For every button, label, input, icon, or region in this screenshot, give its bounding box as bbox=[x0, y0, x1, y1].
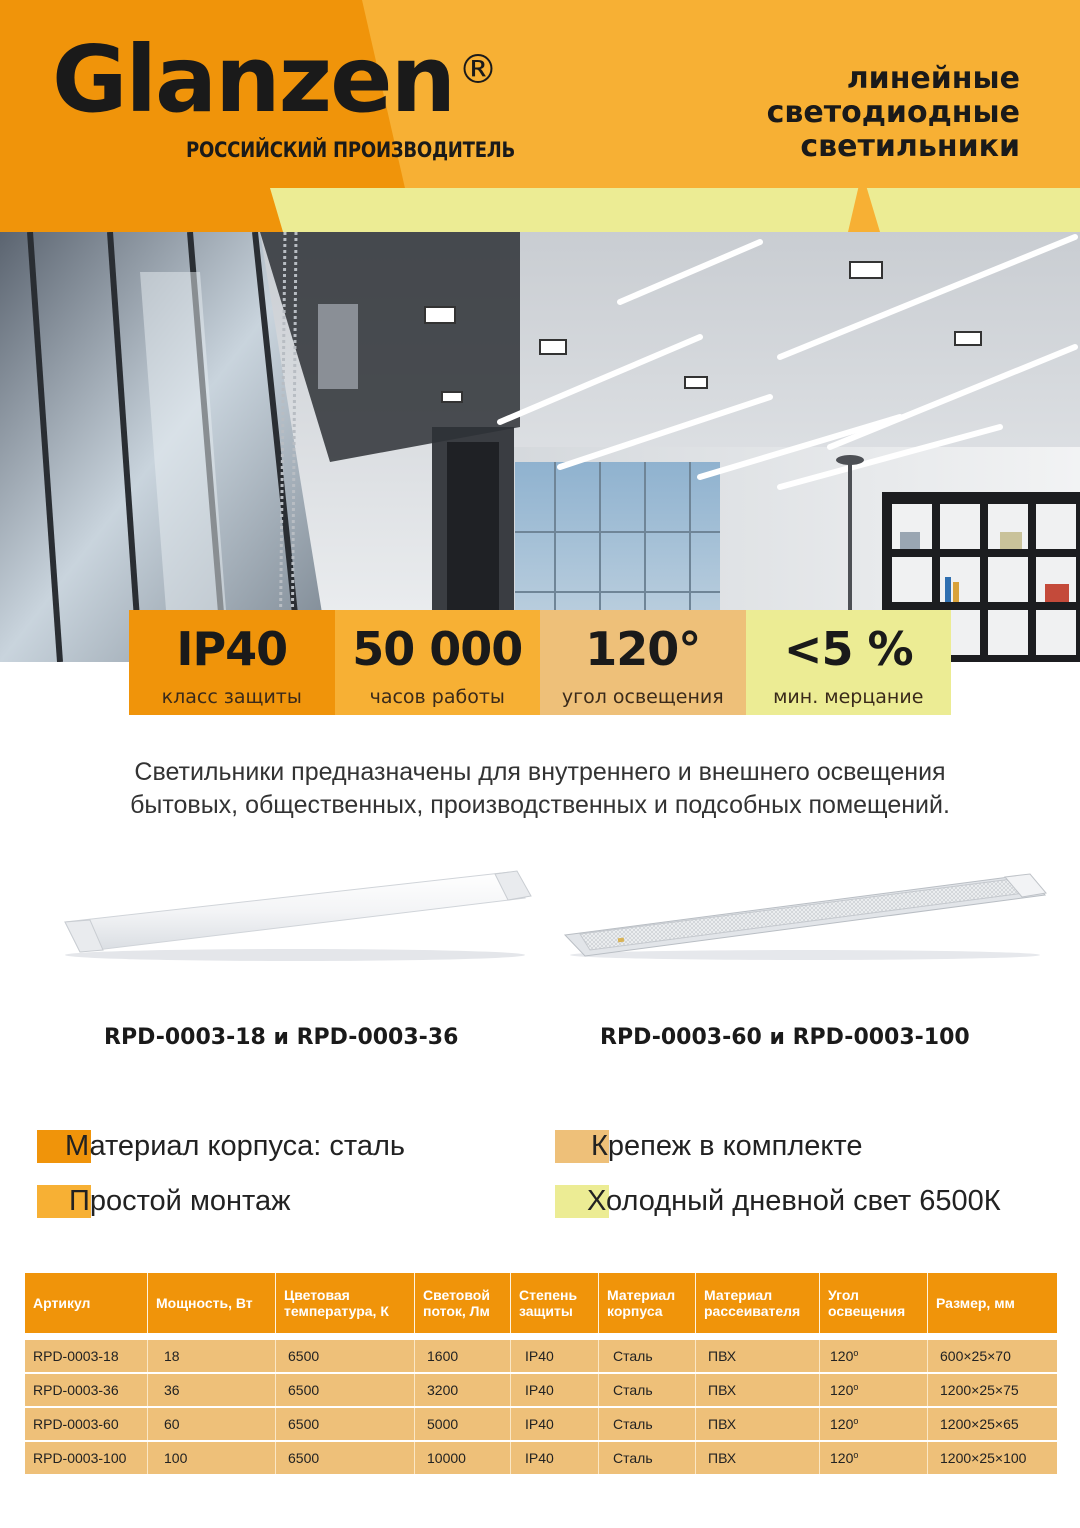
cell-body: Сталь bbox=[599, 1408, 696, 1440]
stat-label: часов работы bbox=[369, 686, 505, 708]
cell-diffuser: ПВХ bbox=[696, 1340, 820, 1372]
office-photo bbox=[0, 232, 1080, 662]
col-color-temp: Цветовая температура, К bbox=[276, 1273, 415, 1333]
cell-power: 100 bbox=[148, 1442, 276, 1474]
cell-temp: 6500 bbox=[276, 1408, 415, 1440]
stat-label: класс защиты bbox=[161, 686, 302, 708]
cell-diffuser: ПВХ bbox=[696, 1408, 820, 1440]
description-line-2: бытовых, общественных, производственных и подсобных помещений. bbox=[130, 791, 950, 819]
col-protection: Степень защиты bbox=[511, 1273, 599, 1333]
bullet-text: Материал корпуса: сталь bbox=[65, 1130, 405, 1162]
col-body-material: Материал корпуса bbox=[599, 1273, 696, 1333]
bullet-text: Холодный дневной свет 6500К bbox=[587, 1185, 1001, 1217]
cell-temp: 6500 bbox=[276, 1374, 415, 1406]
stat-angle bbox=[540, 610, 746, 715]
cell-angle bbox=[820, 1340, 928, 1372]
spec-table bbox=[25, 1273, 1057, 1476]
angle-degree: o bbox=[853, 1348, 859, 1358]
angle-value: 120 bbox=[830, 1416, 854, 1432]
bullet-text: Крепеж в комплекте bbox=[591, 1130, 863, 1162]
angle-degree: o bbox=[853, 1382, 859, 1392]
bullet-text: Простой монтаж bbox=[69, 1185, 291, 1217]
cell-flux: 10000 bbox=[415, 1442, 511, 1474]
table-header-row bbox=[25, 1273, 1057, 1333]
cell-flux: 1600 bbox=[415, 1340, 511, 1372]
cell-angle bbox=[820, 1374, 928, 1406]
title-line-3: светильники bbox=[800, 129, 1020, 164]
col-flux: Световой поток, Лм bbox=[415, 1273, 511, 1333]
cell-body: Сталь bbox=[599, 1340, 696, 1372]
product-name-rpd-60-100: RPD-0003-60 и RPD-0003-100 bbox=[600, 1025, 970, 1050]
cell-ip: IP40 bbox=[511, 1340, 599, 1372]
stat-value: <5 % bbox=[783, 622, 913, 676]
description-line-1: Светильники предназначены для внутреннего и внешнего освещения bbox=[134, 758, 946, 786]
cell-article: RPD-0003-18 bbox=[25, 1340, 148, 1372]
stat-value: IP40 bbox=[176, 622, 288, 676]
table-row bbox=[25, 1374, 1057, 1406]
product-image-rpd-18-36 bbox=[55, 860, 535, 970]
brand-tagline: РОССИЙСКИЙ ПРОИЗВОДИТЕЛЬ bbox=[186, 138, 516, 162]
angle-degree: o bbox=[853, 1416, 859, 1426]
cell-ip: IP40 bbox=[511, 1374, 599, 1406]
cell-power: 60 bbox=[148, 1408, 276, 1440]
title-line-2: светодиодные bbox=[766, 95, 1020, 130]
cell-body: Сталь bbox=[599, 1374, 696, 1406]
title-line-1: линейные bbox=[846, 61, 1020, 96]
cell-power: 18 bbox=[148, 1340, 276, 1372]
col-power: Мощность, Вт bbox=[148, 1273, 276, 1333]
table-row bbox=[25, 1340, 1057, 1372]
header-banner bbox=[0, 0, 1080, 232]
brand-logo: Glanzen bbox=[52, 26, 455, 133]
stat-value: 50 000 bbox=[352, 622, 523, 676]
cell-ip: IP40 bbox=[511, 1442, 599, 1474]
col-diffuser-material: Материал рассеивателя bbox=[696, 1273, 820, 1333]
cell-size: 1200×25×100 bbox=[940, 1450, 1027, 1466]
angle-degree: o bbox=[853, 1450, 859, 1460]
cell-temp: 6500 bbox=[276, 1340, 415, 1372]
col-angle: Угол освещения bbox=[820, 1273, 928, 1333]
page-title bbox=[767, 62, 1020, 164]
description bbox=[0, 756, 1080, 822]
col-article: Артикул bbox=[25, 1273, 148, 1333]
angle-value: 120 bbox=[830, 1450, 854, 1466]
cell-flux: 5000 bbox=[415, 1408, 511, 1440]
col-size: Размер, мм bbox=[936, 1295, 1015, 1311]
stat-lifetime bbox=[335, 610, 541, 715]
stat-label: мин. мерцание bbox=[773, 686, 924, 708]
cell-ip: IP40 bbox=[511, 1408, 599, 1440]
cell-flux: 3200 bbox=[415, 1374, 511, 1406]
stat-value: 120° bbox=[585, 622, 701, 676]
cell-size: 600×25×70 bbox=[940, 1348, 1011, 1364]
angle-value: 120 bbox=[830, 1382, 854, 1398]
table-row bbox=[25, 1442, 1057, 1474]
cell-article: RPD-0003-60 bbox=[25, 1408, 148, 1440]
table-row bbox=[25, 1408, 1057, 1440]
cell-size: 1200×25×75 bbox=[940, 1382, 1019, 1398]
cell-angle bbox=[820, 1408, 928, 1440]
angle-value: 120 bbox=[830, 1348, 854, 1364]
stat-protection bbox=[129, 610, 335, 715]
product-name-rpd-18-36: RPD-0003-18 и RPD-0003-36 bbox=[104, 1025, 459, 1050]
feature-stats bbox=[129, 610, 951, 715]
cell-angle bbox=[820, 1442, 928, 1474]
cell-article: RPD-0003-36 bbox=[25, 1374, 148, 1406]
cell-body: Сталь bbox=[599, 1442, 696, 1474]
registered-mark: ® bbox=[458, 47, 498, 93]
product-image-rpd-60-100 bbox=[560, 860, 1050, 970]
cell-diffuser: ПВХ bbox=[696, 1442, 820, 1474]
stat-flicker bbox=[746, 610, 952, 715]
cell-power: 36 bbox=[148, 1374, 276, 1406]
cell-article: RPD-0003-100 bbox=[25, 1442, 148, 1474]
cell-diffuser: ПВХ bbox=[696, 1374, 820, 1406]
stat-label: угол освещения bbox=[561, 686, 724, 708]
cell-size: 1200×25×65 bbox=[940, 1416, 1019, 1432]
cell-temp: 6500 bbox=[276, 1442, 415, 1474]
